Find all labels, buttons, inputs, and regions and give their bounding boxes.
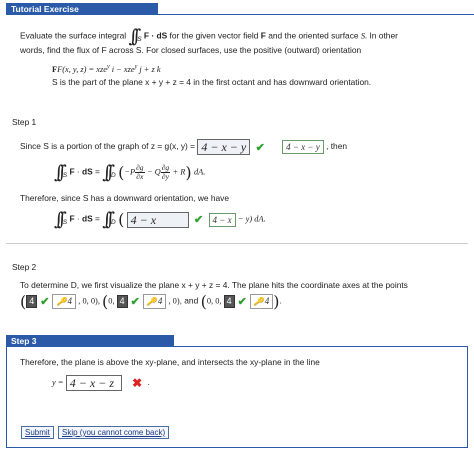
problem-text-e: In other — [369, 30, 398, 41]
step3-text: Therefore, the plane is above the xy-plane, and intersects the xy-plane in the line — [20, 357, 320, 367]
key-icon: 🔑 — [146, 297, 157, 306]
step3-header: Step 3 — [6, 335, 174, 346]
field-part-1: F(x, y, z) = xze — [57, 64, 107, 74]
problem-line-1: Evaluate the surface integral ∫∫ $_S$ F · dS for the given vector field F and the oriented surface S. In other — [20, 26, 398, 47]
therefore-text: Therefore, since S has a downward orientation, we have — [20, 193, 230, 203]
g-answer-input[interactable]: 4 − x − y — [197, 139, 250, 155]
step2-title: Step 2 — [12, 262, 37, 272]
step1-title: Step 1 — [12, 117, 37, 127]
integrand-answer-display: 4 − x — [209, 213, 236, 227]
downward-integral-line: ∫∫ $_S$ F · dS = ∫∫ $_D$ ( 4 − x ✔ 4 − x − y) dA. — [54, 209, 266, 230]
problem-intro-text: Evaluate the surface integral — [20, 30, 127, 41]
problem-line-2: words, find the flux of F across S. For closed surfaces, use the positive (outward) orientation — [20, 45, 362, 55]
double-integral-symbol: ∫∫ — [128, 26, 136, 47]
wrong-icon: ✖ — [132, 376, 143, 390]
y-answer-input[interactable]: 4 − x − z — [66, 375, 122, 391]
y-intercept-input[interactable]: 4 — [117, 295, 128, 308]
and-text: and — [184, 295, 199, 306]
step2-text: To determine D, we first visualize the plane x + y + z = 4. The plane hits the coordinate axes at the points — [20, 280, 408, 290]
z-intercept-display: 🔑4 — [250, 294, 273, 309]
check-icon: ✔ — [237, 296, 247, 308]
since-text: Since S is a portion of the graph of z = g(x, y) = — [20, 141, 196, 152]
integrand-answer-input[interactable]: 4 − x — [127, 212, 189, 228]
intercept-points-line: ( 4 ✔ 🔑4 , 0, 0), (0, 4 ✔ 🔑4 , 0), and (0, 0, 4 ✔ 🔑4 ). — [20, 292, 282, 311]
problem-text-c: for the given vector field — [169, 30, 259, 41]
surface-description: S is the part of the plane x + y + z = 4 in the first octant and has downward orientation. — [52, 77, 372, 87]
then-text: , then — [326, 141, 348, 152]
check-icon: ✔ — [255, 141, 265, 154]
line-equation: y = 4 − x − z ✖ . — [52, 376, 150, 390]
surface-symbol: S. — [360, 31, 368, 41]
check-icon: ✔ — [193, 214, 204, 226]
field-part-3: j + z k — [139, 64, 161, 74]
check-icon: ✔ — [130, 296, 140, 308]
flux-formula-line: ∫∫ $_S$ F · dS = ∫∫ $_D$ (−P $\frac{\partial g}{\partial x} - Q$ $\frac{\partial g}{\partial y} + R$) dA. — [54, 162, 206, 183]
skip-button[interactable]: Skip (you cannot come back) — [58, 426, 169, 439]
step1-since-line — [20, 139, 347, 155]
field-part-2: i − xze — [111, 64, 135, 74]
x-intercept-display: 🔑4 — [52, 294, 75, 309]
vector-field-definition: FF(x, y, z) = xze$^y$ i − xze$^y$ j + z k — [52, 64, 161, 74]
integral-tail: − y) dA. — [237, 214, 266, 224]
z-intercept-input[interactable]: 4 — [224, 295, 235, 308]
field-symbol: F — [260, 30, 266, 41]
da-text: dA. — [193, 167, 206, 177]
header-rule — [6, 14, 474, 15]
key-icon: 🔑 — [56, 297, 67, 306]
check-icon: ✔ — [40, 296, 50, 308]
divider — [6, 243, 468, 244]
flux-integrand: F · dS — [143, 30, 168, 41]
key-icon: 🔑 — [253, 297, 264, 306]
tutorial-header: Tutorial Exercise — [6, 3, 158, 14]
submit-button[interactable]: Submit — [21, 426, 54, 439]
x-intercept-input[interactable]: 4 — [26, 295, 37, 308]
y-intercept-display: 🔑4 — [143, 294, 166, 309]
problem-text-d: and the oriented surface — [268, 30, 359, 41]
g-answer-display: 4 − x − y — [282, 140, 324, 154]
y-label: y = — [52, 378, 64, 388]
